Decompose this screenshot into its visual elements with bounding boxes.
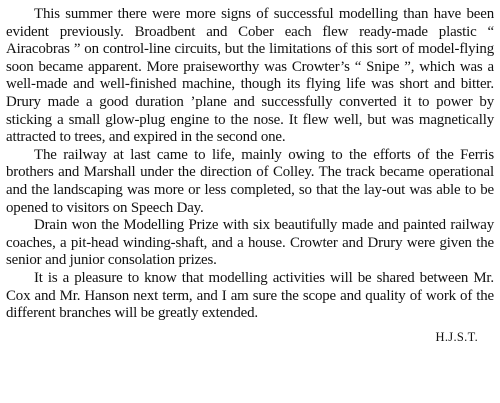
paragraph-next-term: It is a pleasure to know that modelling activities will be shared between Mr. Cox and Mr. Hanson next term, and I am sure the scope and quality of work of the different branches will be greatly extended. — [6, 269, 494, 322]
author-initials: H.J.S.T. — [435, 329, 478, 344]
paragraph-railway: The railway at last came to life, mainly owing to the efforts of the Ferris brothers and Marshall under the direction of Colley. The track became operational and the landscaping was more or less completed, so that the lay-out was able to be opened to visitors on Speech Day. — [6, 146, 494, 216]
paragraph-model-flying: This summer there were more signs of successful modelling than have been evident previously. Broadbent and Cober each flew ready-made plastic “ Airacobras ” on control-line circuits, but the limitations of this sort of model-flying soon became apparent. More praiseworthy was Crowter’s “ Snipe ”, which was a well-made and well-finished machine, though its flying life was short and bitter. Drury made a good duration ’plane and successfully converted it to power by sticking a small glow-plug engine to the nose. It flew well, but was magnetically attracted to trees, and expired in the second one. — [6, 6, 494, 146]
paragraph-modelling-prize: Drain won the Modelling Prize with six beautifully made and painted railway coaches, a pit-head winding-shaft, and a house. Crowter and Drury were given the senior and junior consolation prizes. — [6, 217, 494, 269]
article-body — [6, 6, 494, 346]
